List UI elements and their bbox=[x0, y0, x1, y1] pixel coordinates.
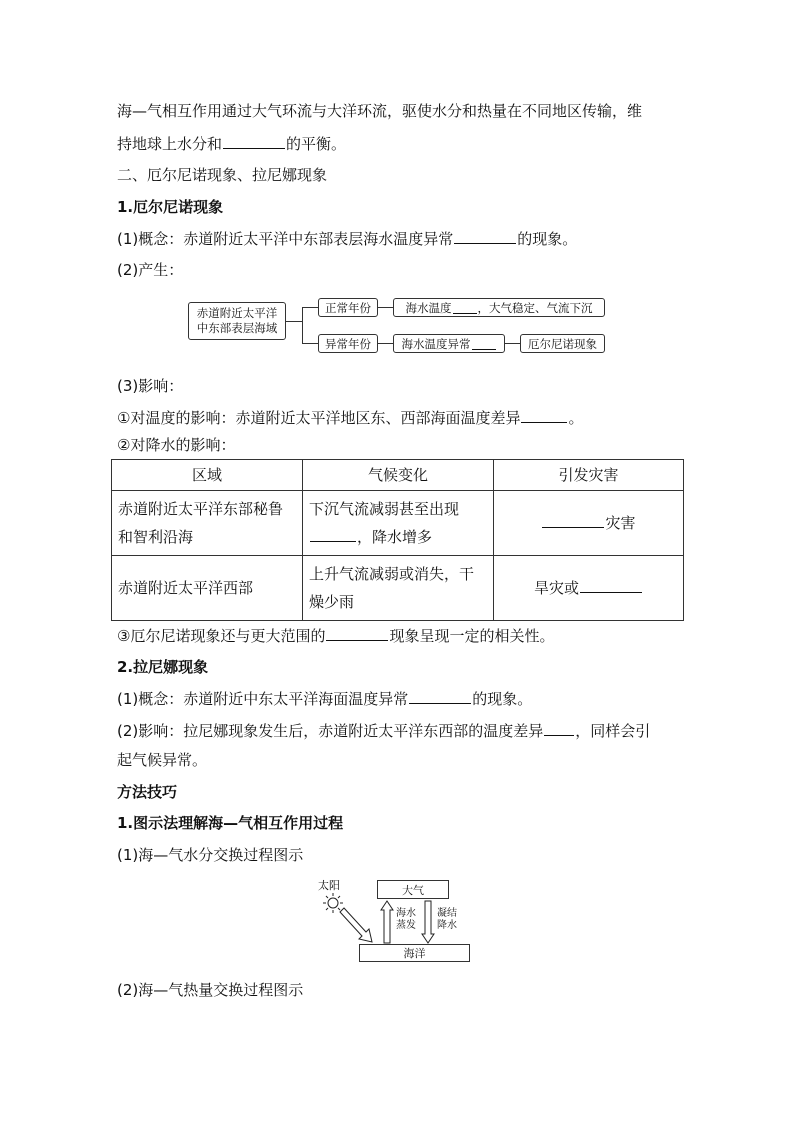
sun-icon bbox=[318, 890, 378, 948]
table-cell-region: 赤道附近太平洋西部 bbox=[112, 556, 303, 621]
atmosphere-box: 大气 bbox=[377, 880, 449, 899]
blank[interactable] bbox=[472, 338, 496, 350]
methods-title: 方法技巧 bbox=[117, 783, 178, 801]
intro-line-1: 海—气相互作用通过大气环流与大洋环流，驱使水分和热量在不同地区传输，维 bbox=[117, 102, 643, 120]
blank[interactable] bbox=[521, 407, 567, 423]
elnino-title: 1.厄尔尼诺现象 bbox=[117, 198, 224, 216]
precipitation-arrow-icon bbox=[421, 900, 435, 944]
methods-item-2: (2)海—气热量交换过程图示 bbox=[117, 981, 304, 999]
flow-normal-desc-box: 海水温度 ，大气稳定、气流下沉 bbox=[393, 298, 605, 317]
lanina-concept: (1)概念：赤道附近中东太平洋海面温度异常 的现象。 bbox=[117, 690, 533, 708]
blank[interactable] bbox=[544, 720, 574, 736]
flow-source-box: 赤道附近太平洋 中东部表层海域 bbox=[188, 302, 286, 340]
flow-connector bbox=[302, 307, 318, 308]
flow-connector bbox=[378, 307, 393, 308]
lanina-impact-cont: 起气候异常。 bbox=[117, 751, 208, 769]
table-row bbox=[112, 556, 684, 621]
table-header: 引发灾害 bbox=[494, 460, 684, 491]
lanina-title: 2.拉尼娜现象 bbox=[117, 658, 209, 676]
intro-line-2: 持地球上水分和 的平衡。 bbox=[117, 135, 347, 153]
elnino-concept: (1)概念：赤道附近太平洋中东部表层海水温度异常 的现象。 bbox=[117, 230, 578, 248]
methods-sub-1: 1.图示法理解海—气相互作用过程 bbox=[117, 814, 344, 832]
methods-item-1: (1)海—气水分交换过程图示 bbox=[117, 846, 304, 864]
flow-connector bbox=[302, 307, 303, 343]
ocean-box: 海洋 bbox=[359, 944, 470, 962]
flow-connector bbox=[378, 343, 393, 344]
blank[interactable] bbox=[454, 228, 516, 244]
flow-abnormal-year-box: 异常年份 bbox=[318, 334, 378, 353]
sun-label: 太阳 bbox=[318, 879, 340, 892]
table-cell-climate: 下沉气流减弱甚至出现 ，降水增多 bbox=[303, 491, 494, 556]
flow-connector bbox=[286, 321, 302, 322]
flow-connector bbox=[302, 343, 318, 344]
evaporation-label: 海水 蒸发 bbox=[396, 908, 416, 931]
table-header: 气候变化 bbox=[303, 460, 494, 491]
section-2-title: 二、厄尔尼诺现象、拉尼娜现象 bbox=[117, 166, 328, 184]
table-header: 区域 bbox=[112, 460, 303, 491]
flow-abnormal-desc-box: 海水温度异常 bbox=[393, 334, 505, 353]
impact-table bbox=[111, 459, 684, 621]
lanina-impact: (2)影响：拉尼娜现象发生后，赤道附近太平洋东西部的温度差异 ，同样会引 bbox=[117, 722, 651, 740]
blank[interactable] bbox=[310, 526, 356, 542]
table-cell-disaster: 灾害 bbox=[494, 491, 684, 556]
blank[interactable] bbox=[453, 302, 477, 314]
blank[interactable] bbox=[580, 577, 642, 593]
flow-result-box: 厄尔尼诺现象 bbox=[520, 334, 605, 353]
elnino-impact-temp: ①对温度的影响：赤道附近太平洋地区东、西部海面温度差异 。 bbox=[117, 409, 584, 427]
table-cell-region: 赤道附近太平洋东部秘鲁和智利沿海 bbox=[112, 491, 303, 556]
evaporation-arrow-icon bbox=[380, 900, 394, 944]
table-header-row bbox=[112, 460, 684, 491]
elnino-impact-label: (3)影响： bbox=[117, 377, 184, 395]
precipitation-label: 凝结 降水 bbox=[437, 908, 457, 931]
table-cell-disaster: 旱灾或 bbox=[494, 556, 684, 621]
blank[interactable] bbox=[409, 688, 471, 704]
elnino-correlation: ③厄尔尼诺现象还与更大范围的 现象呈现一定的相关性。 bbox=[117, 627, 555, 645]
table-cell-climate: 上升气流减弱或消失，干燥少雨 bbox=[303, 556, 494, 621]
flow-normal-year-box: 正常年份 bbox=[318, 298, 378, 317]
flow-connector bbox=[505, 343, 520, 344]
elnino-origin-label: (2)产生： bbox=[117, 261, 184, 279]
blank[interactable] bbox=[223, 133, 285, 149]
blank[interactable] bbox=[542, 512, 604, 528]
table-row bbox=[112, 491, 684, 556]
blank[interactable] bbox=[326, 625, 388, 641]
elnino-impact-rain: ②对降水的影响： bbox=[117, 436, 236, 454]
